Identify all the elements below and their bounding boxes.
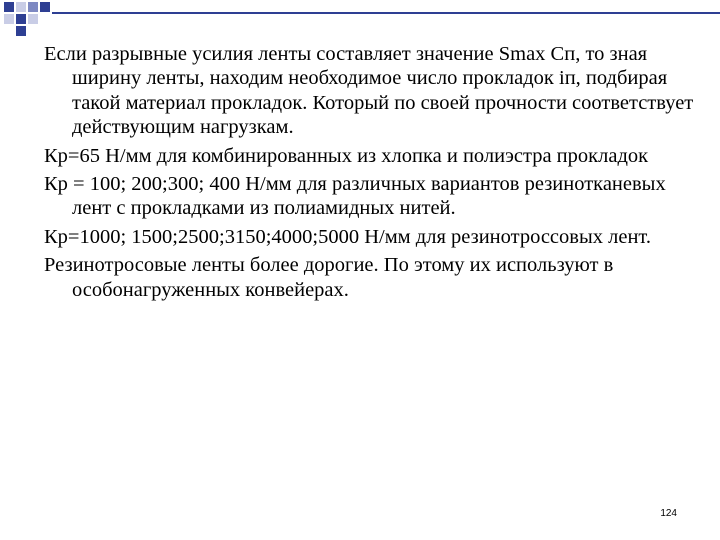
- deco-square: [16, 2, 26, 12]
- deco-square: [16, 26, 26, 36]
- deco-square: [28, 2, 38, 12]
- deco-square: [40, 2, 50, 12]
- deco-square: [4, 2, 14, 12]
- paragraph-kr-1000-5000: Кр=1000; 1500;2500;3150;4000;5000 Н/мм для резинотроссовых лент.: [44, 225, 651, 248]
- slide-body: [44, 42, 694, 306]
- deco-square: [16, 14, 26, 24]
- deco-square: [28, 14, 38, 24]
- page-number: 124: [660, 508, 677, 519]
- corner-decoration: [0, 0, 60, 40]
- paragraph-kr-100-400: Кр = 100; 200;300; 400 Н/мм для различных вариантов резинотканевых лент с прокладками из полиамидных нитей.: [44, 173, 666, 220]
- paragraph-steel-cord: Резинотросовые ленты более дорогие. По этому их используют в особонагруженных конвейерах.: [44, 254, 614, 301]
- paragraph-kr-65: Кр=65 Н/мм для комбинированных из хлопка и полиэстра прокладок: [44, 144, 649, 167]
- deco-square: [4, 14, 14, 24]
- header-rule: [52, 12, 720, 14]
- paragraph-breaking-force: Если разрывные усилия ленты составляет значение Smax Сп, то зная ширину ленты, находим необходимое число прокладок iп, подбирая такой материал прокладок. Который по своей прочности соответствует действующим нагрузкам.: [44, 43, 694, 139]
